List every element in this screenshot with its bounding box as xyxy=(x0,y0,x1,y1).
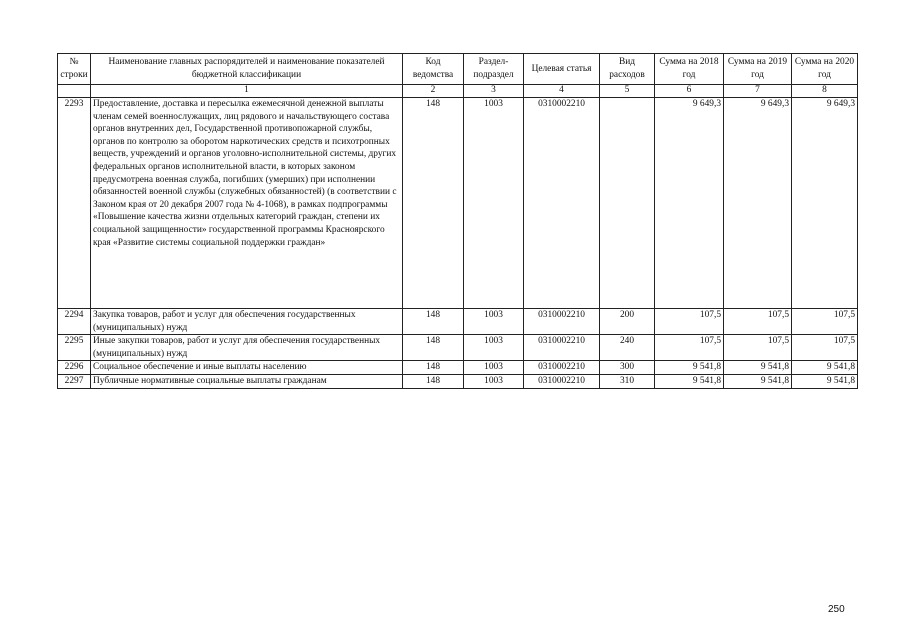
target-item: 0310002210 xyxy=(524,361,600,375)
line-number: 2297 xyxy=(58,374,91,388)
column-number: 3 xyxy=(464,85,524,98)
header-section: Раздел-подраздел xyxy=(464,54,524,85)
sum-2020: 9 541,8 xyxy=(792,361,858,375)
budget-table xyxy=(57,53,858,389)
column-number: 4 xyxy=(524,85,600,98)
sum-2019: 107,5 xyxy=(724,309,792,335)
sum-2018: 9 541,8 xyxy=(655,374,724,388)
header-line-number: № строки xyxy=(58,54,91,85)
sum-2020: 107,5 xyxy=(792,335,858,361)
item-name: Предоставление, доставка и пересылка ежемесячной денежной выплаты членам семей военнослужащих, лиц рядового и начальствующего состава органов внутренних дел, Государственной противопожарной службы, органов по контролю за оборотом наркотических средств и психотропных веществ, учреждений и органов уголовно-исполнительной системы, других федеральных органов исполнительной власти, в которых законом предусмотрена военная служба, погибших (умерших) при исполнении обязанностей военной службы (служебных обязанностей) (в соответствии с Законом края от 20 декабря 2007 года № 4-1068), в рамках подпрограммы «Повышение качества жизни отдельных категорий граждан, степени их социальной защищенности» государственной программы Красноярского края «Развитие системы социальной поддержки граждан» xyxy=(91,98,403,309)
item-name: Социальное обеспечение и иные выплаты населению xyxy=(91,361,403,375)
section-code: 1003 xyxy=(464,374,524,388)
column-number: 6 xyxy=(655,85,724,98)
sum-2019: 9 541,8 xyxy=(724,374,792,388)
target-item: 0310002210 xyxy=(524,98,600,309)
header-sum-2019: Сумма на 2019 год xyxy=(724,54,792,85)
table-row xyxy=(58,374,858,388)
header-target-item: Целевая статья xyxy=(524,54,600,85)
expense-kind: 200 xyxy=(600,309,655,335)
section-code: 1003 xyxy=(464,335,524,361)
target-item: 0310002210 xyxy=(524,309,600,335)
dept-code: 148 xyxy=(403,361,464,375)
expense-kind: 300 xyxy=(600,361,655,375)
sum-2019: 9 649,3 xyxy=(724,98,792,309)
expense-kind xyxy=(600,98,655,309)
expense-kind: 310 xyxy=(600,374,655,388)
table-row xyxy=(58,309,858,335)
header-expense-kind: Вид расходов xyxy=(600,54,655,85)
column-number: 7 xyxy=(724,85,792,98)
line-number: 2294 xyxy=(58,309,91,335)
section-code: 1003 xyxy=(464,361,524,375)
line-number: 2293 xyxy=(58,98,91,309)
column-number: 8 xyxy=(792,85,858,98)
sum-2020: 107,5 xyxy=(792,309,858,335)
expense-kind: 240 xyxy=(600,335,655,361)
dept-code: 148 xyxy=(403,374,464,388)
target-item: 0310002210 xyxy=(524,335,600,361)
sum-2018: 9 541,8 xyxy=(655,361,724,375)
dept-code: 148 xyxy=(403,309,464,335)
column-number xyxy=(58,85,91,98)
sum-2019: 107,5 xyxy=(724,335,792,361)
section-code: 1003 xyxy=(464,309,524,335)
dept-code: 148 xyxy=(403,98,464,309)
column-number: 2 xyxy=(403,85,464,98)
sum-2018: 9 649,3 xyxy=(655,98,724,309)
line-number: 2295 xyxy=(58,335,91,361)
target-item: 0310002210 xyxy=(524,374,600,388)
table-row xyxy=(58,98,858,309)
column-number: 5 xyxy=(600,85,655,98)
page-number: 250 xyxy=(828,604,845,615)
item-name: Публичные нормативные социальные выплаты гражданам xyxy=(91,374,403,388)
column-number-row xyxy=(58,85,858,98)
sum-2020: 9 541,8 xyxy=(792,374,858,388)
item-name: Закупка товаров, работ и услуг для обеспечения государственных (муниципальных) нужд xyxy=(91,309,403,335)
sum-2018: 107,5 xyxy=(655,335,724,361)
item-name: Иные закупки товаров, работ и услуг для обеспечения государственных (муниципальных) нужд xyxy=(91,335,403,361)
sum-2018: 107,5 xyxy=(655,309,724,335)
sum-2020: 9 649,3 xyxy=(792,98,858,309)
header-name: Наименование главных распорядителей и наименование показателей бюджетной классификации xyxy=(91,54,403,85)
table-row xyxy=(58,335,858,361)
line-number: 2296 xyxy=(58,361,91,375)
sum-2019: 9 541,8 xyxy=(724,361,792,375)
header-dept-code: Код ведомства xyxy=(403,54,464,85)
column-number: 1 xyxy=(91,85,403,98)
dept-code: 148 xyxy=(403,335,464,361)
header-sum-2018: Сумма на 2018 год xyxy=(655,54,724,85)
table-row xyxy=(58,361,858,375)
table-header-row xyxy=(58,54,858,85)
section-code: 1003 xyxy=(464,98,524,309)
header-sum-2020: Сумма на 2020 год xyxy=(792,54,858,85)
